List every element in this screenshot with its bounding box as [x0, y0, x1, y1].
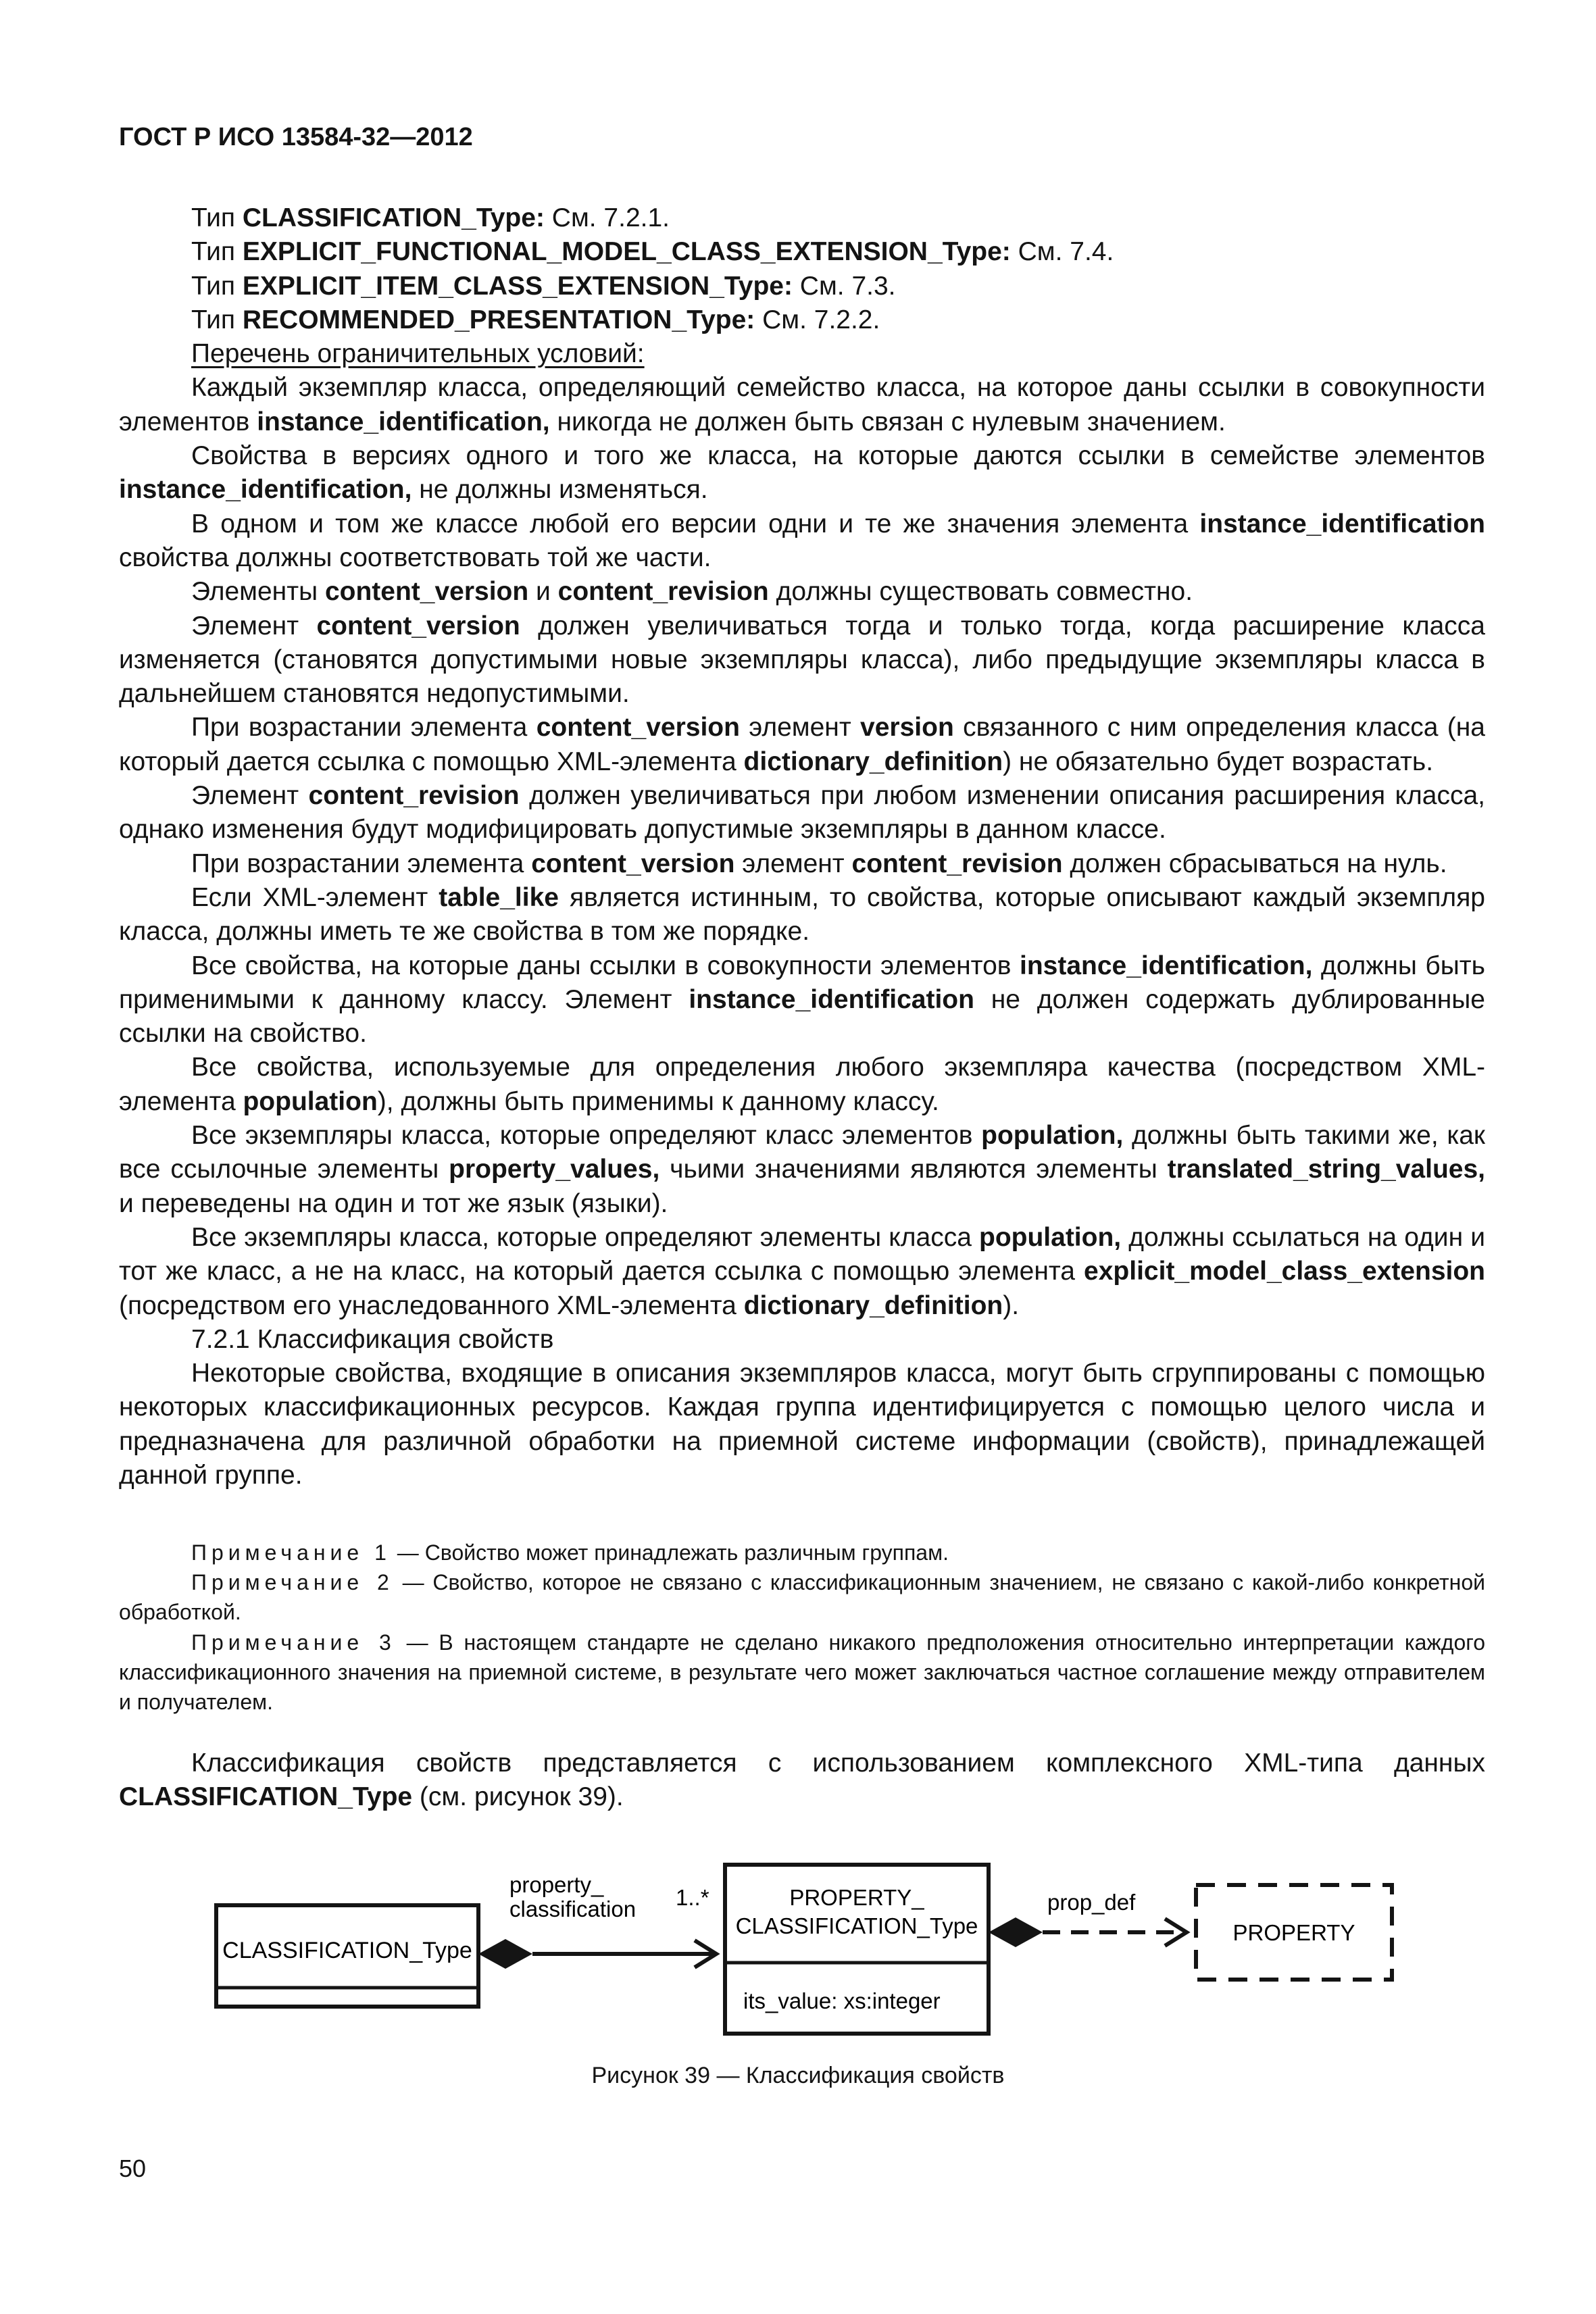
constraint-paragraph: [119, 881, 1485, 949]
bold-term: content_version: [531, 849, 735, 878]
bold-term: content_version: [316, 611, 520, 640]
classification-type-label: CLASSIFICATION_Type: [222, 1938, 472, 1963]
text-run: должны быть такими же, как все ссылочные элементы: [119, 1121, 1485, 1184]
text-run: связанного с ним определения класса (на который дается ссылка с помощью XML-элемента: [119, 713, 1485, 776]
uml-diagram: [203, 1844, 1419, 2047]
bold-term: dictionary_definition: [743, 1290, 1003, 1320]
note-1: Примечание 1 — Свойство может принадлежать различным группам.: [191, 1540, 949, 1565]
bold-term: CLASSIFICATION_Type: [119, 1782, 413, 1812]
bold-term: translated_string_values,: [1167, 1155, 1485, 1184]
note-3: Примечание 3 — В настоящем стандарте не сделано никакого предположения относительно интерпретации каждого классификационного значения на приемной системе, в результате чего может заключаться частное соглашение между отправителем и получателем.: [119, 1630, 1485, 1715]
constraint-paragraph: [119, 1221, 1485, 1323]
text-run: Элемент: [191, 781, 309, 811]
bold-term: instance_identification,: [1020, 951, 1313, 980]
type-line-2: Тип EXPLICIT_ITEM_CLASS_EXTENSION_Type: См. 7.3.: [191, 271, 896, 301]
bold-term: dictionary_definition: [743, 747, 1003, 776]
property-classification-association: [478, 1872, 716, 1969]
text-run: ) не обязательно будет возрастать.: [1003, 747, 1434, 776]
text-run: В одном и том же классе любой его версии одни и те же значения элемента: [191, 509, 1200, 538]
text-run: Все свойства, используемые для определения любого экземпляра качества (посредством XML-элемента: [119, 1053, 1485, 1116]
note-2: Примечание 2 — Свойство, которое не связано с классификационным значением, не связано с какой-либо конкретной обработкой.: [119, 1570, 1486, 1625]
text-run: должны ссылаться на один и тот же класс, а не на класс, на который дается ссылка с помощью элемента: [119, 1222, 1485, 1286]
bold-term: instance_identification,: [257, 407, 550, 436]
text-run: Все свойства, на которые даны ссылки в совокупности элементов: [191, 951, 1020, 980]
pc-type-attribute: its_value: xs:integer: [743, 1988, 941, 2013]
bold-term: property_values,: [449, 1155, 660, 1184]
body-text: [119, 201, 1485, 1492]
bold-term: population: [243, 1086, 378, 1116]
composition-diamond-right: [989, 1917, 1043, 1947]
association-label-line2: classification: [509, 1896, 637, 1921]
text-run: (посредством его унаследованного XML-элемента: [119, 1290, 744, 1320]
text-run: свойства должны соответствовать той же части.: [119, 543, 712, 572]
text-run: Все экземпляры класса, которые определяют класс элементов: [191, 1121, 982, 1151]
text-run: Классификация свойств представляется с использованием комплексного XML-типа данных: [191, 1749, 1485, 1778]
constraint-paragraph: [119, 1119, 1485, 1221]
constraint-paragraph: [119, 371, 1485, 439]
text-run: элемент: [734, 849, 852, 878]
bold-term: population,: [981, 1121, 1124, 1151]
text-run: При возрастании элемента: [191, 849, 532, 878]
text-run: должен увеличиваться при любом изменении описания расширения класса, однако изменения будут модифицировать допустимые экземпляры в данном классе.: [119, 781, 1486, 845]
constraint-paragraph: [119, 779, 1485, 847]
text-run: должны быть применимыми к данному классу. Элемент: [119, 951, 1485, 1014]
text-run: чьими значениями являются элементы: [659, 1155, 1168, 1184]
association-label-line1: property_: [509, 1872, 604, 1897]
constraint-paragraph: [119, 1051, 1485, 1119]
property-classification-type-box: [725, 1865, 989, 2034]
text-run: Если XML-элемент: [191, 882, 439, 912]
text-run: и переведены на один и тот же язык (языки).: [119, 1188, 668, 1218]
bold-term: content_revision: [851, 849, 1063, 878]
bold-term: content_version: [536, 713, 740, 743]
multiplicity-label: 1..*: [676, 1885, 709, 1910]
bold-term: instance_identification,: [119, 475, 412, 505]
text-run: ).: [1003, 1290, 1020, 1320]
type-line-1: Тип EXPLICIT_FUNCTIONAL_MODEL_CLASS_EXTENSION_Type: См. 7.4.: [191, 237, 1114, 267]
constraint-paragraph: [119, 439, 1485, 507]
text-run: является истинным, то свойства, которые описывают каждый экземпляр класса, должны иметь те же свойства в том же порядке.: [119, 882, 1485, 947]
bold-term: version: [860, 713, 954, 743]
text-run: Все экземпляры класса, которые определяют элементы класса: [191, 1222, 979, 1252]
text-run: Каждый экземпляр класса, определяющий семейство класса, на которое даны ссылки в совокупности элементов: [119, 373, 1485, 436]
constraint-paragraph: [119, 575, 1485, 609]
text-run: и: [528, 577, 558, 607]
text-run: должен увеличиваться тогда и только тогда, когда расширение класса изменяется (становятся допустимыми новые экземпляры класса), либо предыдущие экземпляры класса в дальнейшем становятся недопустимыми.: [119, 611, 1486, 709]
figure-caption: Рисунок 39 — Классификация свойств: [591, 2063, 1005, 2088]
text-run: ), должны быть применимы к данному классу.: [377, 1086, 939, 1116]
bold-term: instance_identification: [1199, 509, 1485, 538]
bold-term: table_like: [439, 882, 559, 912]
constraints-paragraphs: [119, 371, 1485, 1322]
prop-def-label: prop_def: [1047, 1890, 1136, 1915]
closing-paragraph: [119, 1746, 1485, 1815]
text-run: должны существовать совместно.: [768, 577, 1193, 607]
bold-term: content_version: [324, 577, 529, 607]
constraints-heading: Перечень ограничительных условий:: [191, 339, 645, 369]
text-run: не должен содержать дублированные ссылки на свойство.: [119, 984, 1485, 1049]
page-number: 50: [119, 2155, 147, 2182]
type-line-0: Тип CLASSIFICATION_Type: См. 7.2.1.: [191, 203, 670, 232]
text-run: должен сбрасываться на нуль.: [1062, 849, 1447, 878]
property-label: PROPERTY: [1232, 1920, 1355, 1945]
text-run: При возрастании элемента: [191, 713, 537, 743]
property-box: [1196, 1885, 1392, 1980]
pc-type-line1: PROPERTY_: [789, 1885, 924, 1910]
text-run: Свойства в версиях одного и того же класса, на которые даются ссылки в семействе элементов: [191, 441, 1485, 471]
constraint-paragraph: [119, 609, 1485, 711]
constraint-paragraph: [119, 711, 1485, 779]
type-line-3: Тип RECOMMENDED_PRESENTATION_Type: См. 7.2.2.: [191, 305, 880, 334]
text-run: Элементы: [191, 577, 325, 607]
subsection-heading: 7.2.1 Классификация свойств: [191, 1324, 554, 1354]
intro-paragraph: Некоторые свойства, входящие в описания экземпляров класса, могут быть сгруппированы с помощью некоторых классификационных ресурсов. Каждая группа идентифицируется с помощью целого числа и предназначена для различной обработки на приемной системе информации (свойств), принадлежащей данной группе.: [119, 1359, 1485, 1490]
composition-diamond-left: [478, 1939, 532, 1969]
text-run: никогда не должен быть связан с нулевым значением.: [549, 407, 1226, 436]
bold-term: content_revision: [557, 577, 769, 607]
classification-type-box: [216, 1905, 478, 2007]
text-run: (см. рисунок 39).: [412, 1782, 624, 1812]
document-header: ГОСТ Р ИСО 13584-32—2012: [119, 123, 473, 151]
constraint-paragraph: [119, 847, 1485, 881]
notes-block: [119, 1538, 1485, 1717]
constraint-paragraph: [119, 507, 1485, 576]
bold-term: population,: [979, 1222, 1122, 1252]
constraint-paragraph: [119, 949, 1485, 1051]
text-run: не должны изменяться.: [412, 475, 708, 505]
text-run: элемент: [739, 713, 861, 743]
bold-term: instance_identification: [689, 984, 974, 1014]
text-run: Элемент: [191, 611, 317, 640]
bold-term: explicit_model_class_extension: [1084, 1257, 1485, 1286]
pc-type-line2: CLASSIFICATION_Type: [735, 1913, 978, 1938]
closing-text: [119, 1746, 1485, 1815]
prop-def-association: [989, 1890, 1187, 1947]
bold-term: content_revision: [308, 781, 520, 811]
